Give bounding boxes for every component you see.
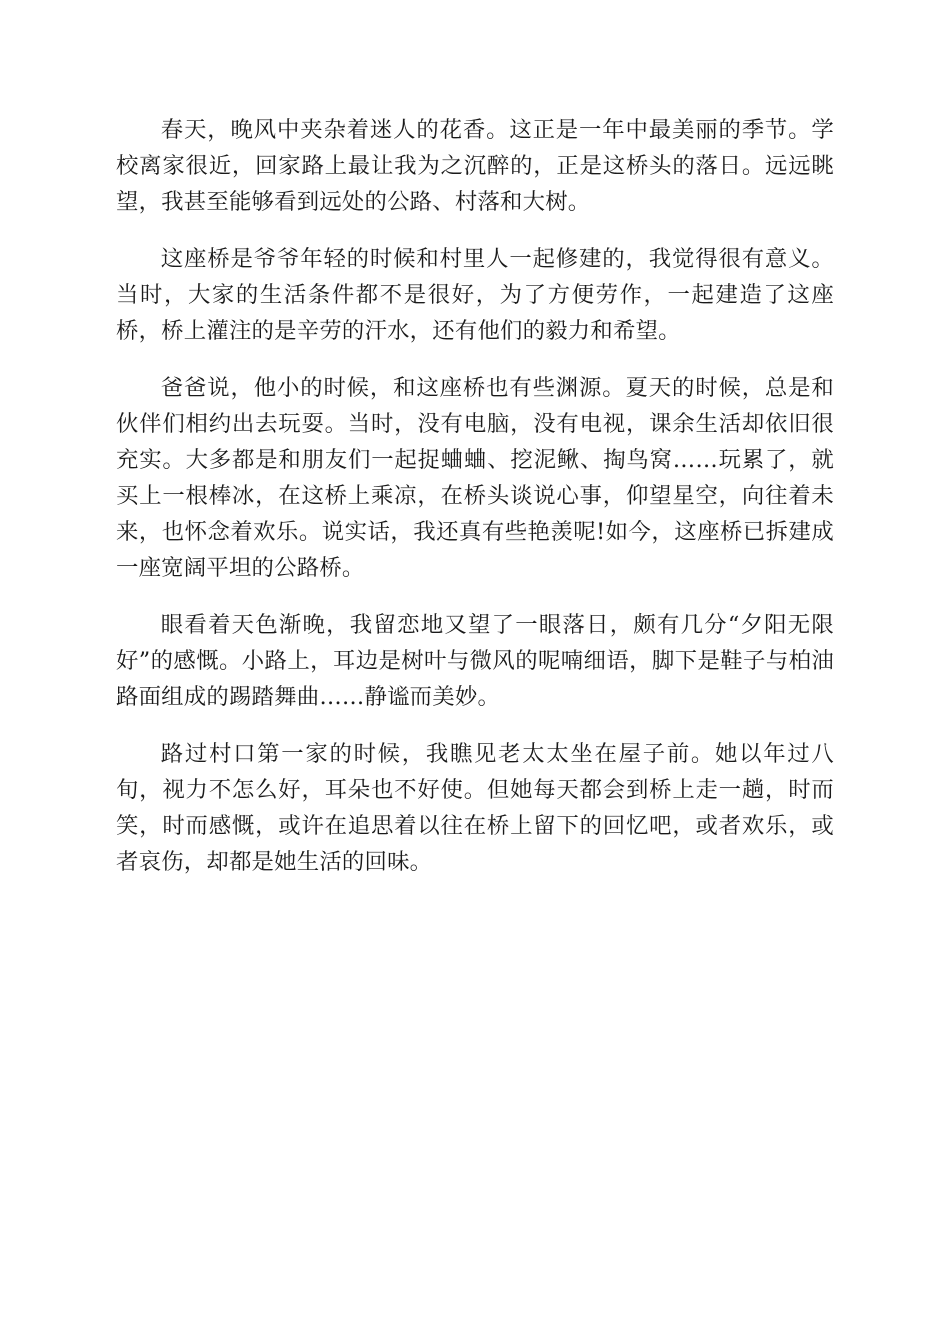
paragraph-2: 这座桥是爷爷年轻的时候和村里人一起修建的，我觉得很有意义。当时，大家的生活条件都不是很好，为了方便劳作，一起建造了这座桥，桥上灌注的是辛劳的汗水，还有他们的毅力和希望。 [116,246,834,344]
document-body [116,112,834,901]
paragraph-5: 路过村口第一家的时候，我瞧见老太太坐在屋子前。她以年过八旬，视力不怎么好，耳朵也不好使。但她每天都会到桥上走一趟，时而笑，时而感慨，或许在追思着以往在桥上留下的回忆吧，或者欢乐，或者哀伤，却都是她生活的回味。 [116,741,834,875]
paragraph-3: 爸爸说，他小的时候，和这座桥也有些渊源。夏天的时候，总是和伙伴们相约出去玩耍。当时，没有电脑，没有电视，课余生活却依旧很充实。大多都是和朋友们一起捉蛐蛐、挖泥鳅、掏鸟窝……玩累了，就买上一根棒冰，在这桥上乘凉，在桥头谈说心事，仰望星空，向往着未来，也怀念着欢乐。说实话，我还真有些艳羡呢!如今，这座桥已拆建成一座宽阔平坦的公路桥。 [116,375,834,581]
paragraph-1: 春天，晚风中夹杂着迷人的花香。这正是一年中最美丽的季节。学校离家很近，回家路上最让我为之沉醉的，正是这桥头的落日。远远眺望，我甚至能够看到远处的公路、村落和大树。 [116,117,834,215]
paragraph-4: 眼看着天色渐晚，我留恋地又望了一眼落日，颇有几分“夕阳无限好”的感慨。小路上，耳边是树叶与微风的呢喃细语，脚下是鞋子与柏油路面组成的踢踏舞曲……静谧而美妙。 [116,612,834,710]
